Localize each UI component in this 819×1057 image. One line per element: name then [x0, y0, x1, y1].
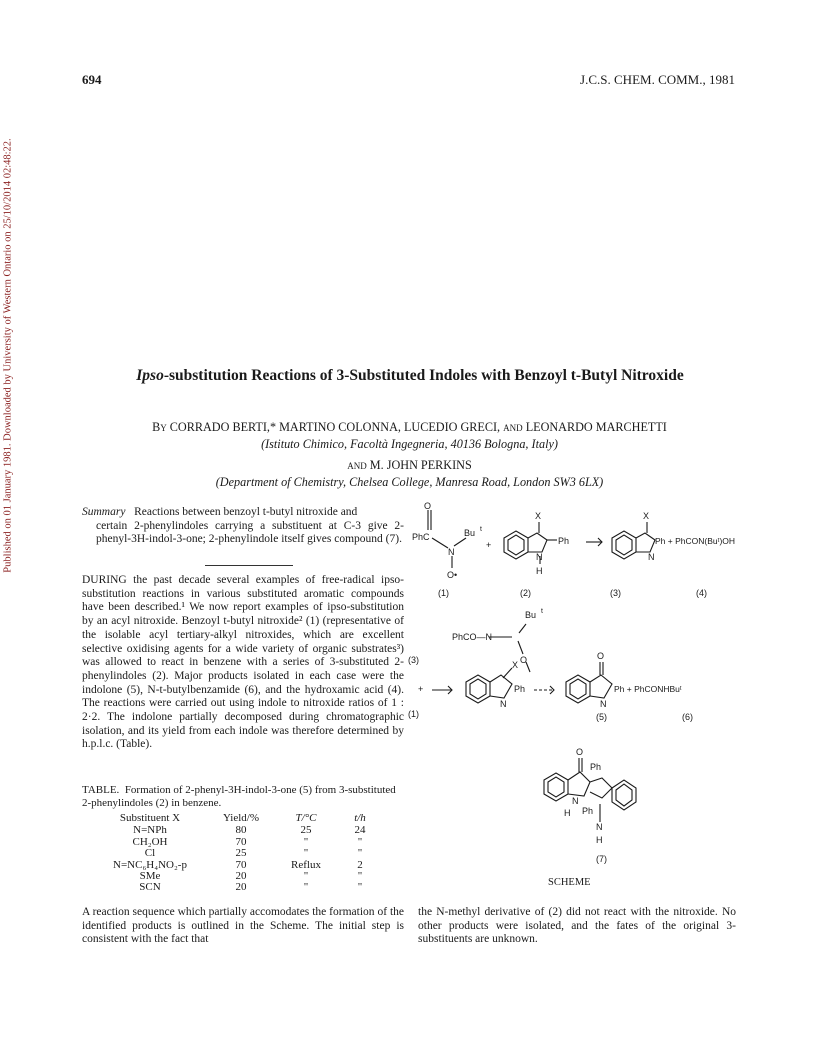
s-h2: H	[564, 808, 571, 818]
th-substituent: Substituent X	[119, 812, 181, 824]
cell-time: 2	[357, 858, 363, 871]
authors-line-2: and M. JOHN PERKINS	[347, 458, 472, 472]
cell-temperature: "	[303, 881, 309, 894]
cell-yield: 20	[235, 881, 247, 894]
cell-temperature: 25	[300, 824, 312, 837]
s-t: t	[480, 526, 482, 533]
table-row	[88, 848, 378, 859]
cell-substituent: N=NC₆H₄NO₂-p	[113, 858, 187, 871]
s-ph3: Ph	[590, 762, 602, 772]
scheme-caption: SCHEME	[548, 877, 591, 888]
s-bu2: Bu	[525, 610, 537, 620]
article-title	[120, 366, 700, 386]
table-row	[88, 882, 378, 893]
cell-temperature: Reflux	[291, 858, 321, 871]
cell-substituent: CH₂OH	[132, 835, 168, 848]
paragraph-3: the N-methyl derivative of (2) did not react with the nitroxide. No other products were isolated, and the fates of the original 3-substituents are unknown.	[418, 906, 736, 946]
s-h3: H	[596, 835, 603, 845]
yield-table	[88, 813, 378, 894]
s-n6: N	[572, 796, 579, 806]
label-3b: (3)	[408, 655, 419, 665]
table-caption-text: Formation of 2-phenyl-3H-indol-3-one (5) from 3-substituted 2-phenylindoles (2) in benzene.	[82, 784, 396, 809]
page-number: 694	[82, 72, 102, 87]
label-1b: (1)	[408, 709, 419, 719]
summary-text-2: certain 2-phenylindoles carrying a substituent at C-3 give 2-phenyl-3H-indol-3-one; 2-phenylindole itself gives compound (7).	[96, 519, 404, 546]
authors-line-1: By CORRADO BERTI,* MARTINO COLONNA, LUCEDIO GRECI, and LEONARDO MARCHETTI	[152, 420, 667, 434]
s-o2: O	[520, 655, 528, 665]
s-ph1: Ph	[558, 536, 570, 546]
s-ph4: Ph	[582, 806, 594, 816]
th-temperature: T/°C	[295, 812, 317, 824]
cell-time: "	[357, 835, 363, 848]
th-time: t/h	[354, 812, 366, 824]
cell-time: "	[357, 881, 363, 894]
table-row	[88, 860, 378, 871]
label-2: (2)	[520, 588, 531, 598]
s-odot: O•	[447, 570, 458, 580]
affiliation-2: (Department of Chemistry, Chelsea College, Manresa Road, London SW3 6LX)	[215, 475, 604, 489]
s-o: O	[424, 501, 432, 511]
divider	[205, 565, 293, 566]
s-plus2: +	[418, 684, 424, 694]
cell-yield: 70	[235, 858, 247, 871]
s-prod4: Ph + PhCON(Buᵗ)OH	[655, 536, 736, 546]
download-watermark: Published on 01 January 1981. Downloaded by University of Western Ontario on 25/10/2014 02:48:22.	[2, 138, 14, 573]
paragraph-1: DURING the past decade several examples of free-radical ipso-substitution reactions in various substituted aromatic compounds have been described.¹ We now report examples of ipso-substitution by an acyl nitroxide. Benzoyl t-butyl nitroxide² (1) (representative of the isolable acyl tertiary-alkyl nitroxides, which are excellent selective oxidising agents for a wide variety of organic substrates³) was allowed to react in benzene with a series of 3-substituted 2-phenylindoles (2). Major products isolated in each case were the indolone (5), N-t-butylbenzamide (6), and the hydroxamic acid (4). The reactions were carried out using indole to nitroxide ratios of 1 : 2·2. The indolone partially decomposed during chromatographic isolation, and its yield from each indole was therefore determined by h.p.l.c. (Table).	[82, 574, 404, 751]
cell-substituent: Cl	[144, 847, 156, 860]
cell-yield: 80	[235, 824, 247, 837]
affiliation-1: (Istituto Chimico, Facoltà Ingegneria, 40136 Bologna, Italy)	[261, 437, 558, 451]
s-x2: X	[643, 511, 650, 521]
label-6: (6)	[682, 712, 693, 722]
s-n7: N	[596, 822, 603, 832]
title-rest: -substitution Reactions of 3-Substituted Indoles with Benzoyl t-Butyl Nitroxide	[163, 367, 684, 384]
label-4: (4)	[696, 588, 707, 598]
table-row	[88, 837, 378, 848]
table-caption	[82, 784, 404, 810]
cell-yield: 70	[235, 835, 247, 848]
cell-yield: 25	[235, 847, 247, 860]
s-n: N	[448, 547, 455, 557]
table-header-row	[88, 813, 378, 825]
s-t2: t	[541, 608, 543, 615]
s-o3: O	[597, 651, 605, 661]
cell-time: "	[357, 870, 363, 883]
title-lead: Ipso	[136, 367, 164, 384]
th-yield: Yield/%	[222, 812, 260, 824]
s-phc: PhC	[412, 532, 430, 542]
cell-time: "	[357, 847, 363, 860]
s-n2: N	[536, 552, 543, 562]
s-x3: X	[512, 660, 519, 670]
label-7: (7)	[596, 854, 607, 864]
label-5: (5)	[596, 712, 607, 722]
cell-substituent: SCN	[139, 881, 161, 894]
cell-substituent: N=NPh	[133, 824, 167, 837]
cell-temperature: "	[303, 847, 309, 860]
cell-temperature: "	[303, 835, 309, 848]
summary-text-1: Reactions between benzoyl t-butyl nitroxide and	[134, 506, 358, 518]
s-ph2: Ph	[514, 684, 526, 694]
summary	[82, 506, 404, 547]
s-n4: N	[500, 699, 507, 709]
label-3: (3)	[610, 588, 621, 598]
paragraph-2: A reaction sequence which partially accomodates the formation of the identified products is outlined in the Scheme. The initial step is consistent with the fact that	[82, 906, 404, 946]
s-n3: N	[648, 552, 655, 562]
summary-label: Summary	[82, 506, 126, 518]
cell-yield: 20	[235, 870, 247, 883]
reaction-scheme	[404, 500, 740, 870]
cell-temperature: "	[303, 870, 309, 883]
s-n5: N	[600, 699, 607, 709]
cell-substituent: SMe	[139, 870, 161, 883]
s-phco: PhCO—N	[452, 632, 493, 642]
cell-time: 24	[354, 824, 366, 837]
table-row	[88, 871, 378, 882]
table-label: TABLE.	[82, 784, 120, 796]
s-bu: Bu	[464, 528, 476, 538]
journal-header: J.C.S. CHEM. COMM., 1981	[580, 72, 735, 87]
s-o4: O	[576, 747, 584, 757]
s-plus: +	[486, 540, 492, 550]
s-prod6: Ph + PhCONHBuᵗ	[614, 684, 682, 694]
label-1: (1)	[438, 588, 449, 598]
s-x1: X	[535, 511, 542, 521]
s-h1: H	[536, 566, 543, 576]
